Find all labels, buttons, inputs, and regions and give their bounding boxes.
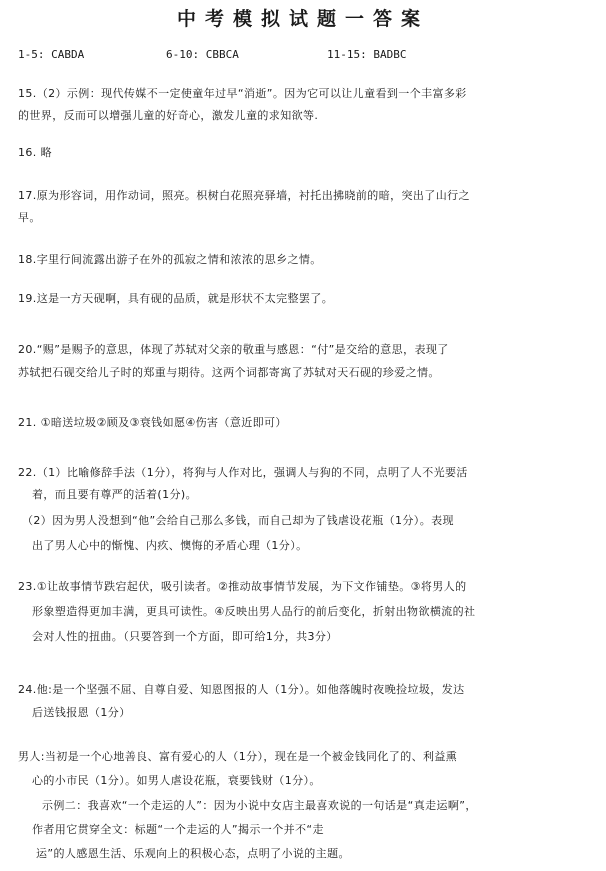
q24-line-2: 后送钱报恩（1分） — [32, 706, 131, 719]
q23-line-1: 23.①让故事情节跌宕起伏，吸引读者。②推动故事情节发展，为下文作铺垫。③将男人的 — [18, 580, 467, 593]
q17-line-2: 早。 — [18, 211, 41, 224]
q16-answer: 16. 略 — [18, 146, 52, 159]
q18-answer: 18.字里行间流露出游子在外的孤寂之情和浓浓的思乡之情。 — [18, 253, 322, 266]
page-title: 中考模拟试题一答案 — [176, 8, 429, 30]
q19-answer: 19.这是一方天砚啊，具有砚的品质，就是形状不太完整罢了。 — [18, 292, 334, 305]
q21-answer: 21. ①暗送垃圾②顾及③衰钱如愿④伤害（意近即可） — [18, 416, 287, 429]
q23-line-3: 会对人性的扭曲。（只要答到一个方面，即可给1分，共3分） — [32, 630, 338, 643]
man-line-1: 男人:当初是一个心地善良、富有爱心的人（1分），现在是一个被金钱同化了的、利益熏 — [18, 750, 458, 763]
mc-answers-11-15: 11-15: BADBC — [327, 48, 407, 61]
q17-line-1: 17.原为形容词，用作动词，照亮。枳树白花照亮驿墙，衬托出拂晓前的暗，突出了山行之 — [18, 189, 470, 202]
q15-line-2: 的世界，反而可以增强儿童的好奇心，激发儿童的求知欲等. — [18, 109, 319, 122]
q22-line-4: 出了男人心中的惭愧、内疚、懊悔的矛盾心理（1分）。 — [32, 539, 308, 552]
example-two-line-1: 示例二：我喜欢“一个走运的人”：因为小说中女店主最喜欢说的一句话是“真走运啊”， — [42, 799, 477, 812]
q22-line-3: （2）因为男人没想到“他”会给自己那么多钱，而自己却为了钱虐设花瓶（1分）。表现 — [22, 514, 454, 527]
q20-line-1: 20.“赐”是赐予的意思，体现了苏轼对父亲的敬重与感恩：“付”是交给的意思，表现了 — [18, 343, 449, 356]
q20-line-2: 苏轼把石砚交给儿子时的郑重与期待。这两个词都寄寓了苏轼对天石砚的珍爱之情。 — [18, 366, 440, 379]
q22-line-2: 着，而且要有尊严的活着(1分)。 — [32, 488, 197, 501]
example-two-line-2: 作者用它贯穿全文：标题“一个走运的人”揭示一个并不“走 — [32, 823, 324, 836]
q22-line-1: 22.（1）比喻修辞手法（1分），将狗与人作对比，强调人与狗的不同，点明了人不光要活 — [18, 466, 468, 479]
q24-line-1: 24.他:是一个坚强不屈、自尊自爱、知恩图报的人（1分）。如他落魄时夜晚捡垃圾，发达 — [18, 683, 465, 696]
q23-line-2: 形象塑造得更加丰满，更具可读性。④反映出男人品行的前后变化，折射出物欲横流的社 — [32, 605, 476, 618]
mc-answers-1-5: 1-5: CABDA — [18, 48, 85, 61]
example-two-line-3: 运”的人感恩生活、乐观向上的积极心态，点明了小说的主题。 — [36, 847, 350, 860]
man-line-2: 心的小市民（1分）。如男人虐设花瓶，衰要钱财（1分）。 — [32, 774, 321, 787]
q15-line-1: 15.（2）示例：现代传媒不一定使童年过早“消逝”。因为它可以让儿童看到一个丰富多彩 — [18, 87, 467, 100]
mc-answers-6-10: 6-10: CBBCA — [166, 48, 239, 61]
